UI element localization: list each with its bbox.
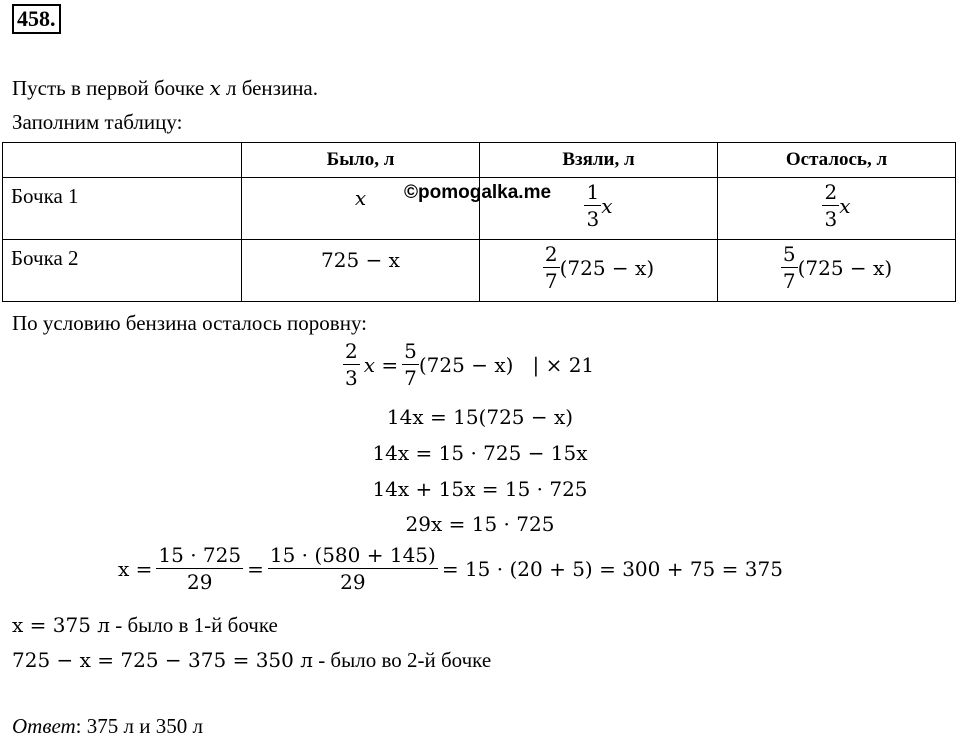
left-2-expression	[781, 240, 892, 291]
row-label-barrel-2: Бочка 2	[3, 240, 242, 302]
left-1-fraction	[822, 182, 839, 229]
watermark: ©pomogalka.me	[404, 182, 552, 203]
had-2-value: 725 − x	[321, 248, 400, 272]
equation-2: 14x = 15(725 − x)	[386, 405, 574, 429]
eq6-f2-den: 29	[340, 570, 366, 594]
took-2-tail: (725 − x)	[559, 255, 655, 280]
eq1-fraction-b	[402, 341, 419, 388]
eq6-fraction-2	[268, 545, 438, 592]
eq1-a-den: 3	[345, 366, 358, 390]
left-1-num: 2	[824, 180, 838, 204]
eq6-fraction-1	[156, 545, 243, 592]
result-2-math: 725 − x = 725 − 375 = 350 л	[12, 648, 313, 672]
eq6-f2-num: 15 · (580 + 145)	[269, 543, 436, 567]
answer-text: : 375 л и 350 л	[75, 714, 203, 738]
eq1-mid: x =	[363, 352, 399, 377]
took-2-fraction	[543, 244, 560, 291]
eq1-tail: (725 − x) | × 21	[418, 352, 595, 377]
cell-left-1	[718, 178, 956, 240]
took-2-den: 7	[544, 269, 558, 293]
cell-took-2	[480, 240, 718, 302]
intro-text-b: л бензина.	[220, 76, 319, 100]
equation-6	[118, 545, 783, 592]
left-2-tail: (725 − x)	[797, 255, 893, 280]
took-2-num: 2	[544, 242, 558, 266]
intro-variable: x	[209, 76, 221, 100]
equation-3: 14x = 15 · 725 − 15x	[372, 441, 588, 465]
row-label-barrel-1: Бочка 1	[3, 178, 242, 240]
eq6-f1-den: 29	[187, 570, 213, 594]
left-2-num: 5	[782, 242, 796, 266]
eq1-b-num: 5	[404, 339, 417, 363]
eq1-a-num: 2	[345, 339, 358, 363]
problem-number: 458.	[12, 4, 61, 34]
table-header-took: Взяли, л	[480, 143, 718, 178]
took-2-expression	[543, 240, 654, 291]
left-2-fraction	[781, 244, 798, 291]
eq6-lhs: x =	[118, 556, 153, 581]
result-1-text: - было в 1-й бочке	[110, 613, 278, 637]
took-1-den: 3	[586, 207, 600, 231]
left-1-tail: x	[839, 193, 851, 218]
table-header-had: Было, л	[242, 143, 480, 178]
result-2-text: - было во 2-й бочке	[312, 648, 492, 672]
equation-1	[343, 341, 594, 388]
had-1-value: x	[354, 186, 367, 210]
answer-label: Ответ	[12, 714, 76, 738]
result-line-1	[12, 613, 278, 638]
cell-left-2	[718, 240, 956, 302]
left-2-den: 7	[782, 269, 796, 293]
left-1-den: 3	[824, 207, 838, 231]
table-header-row	[3, 143, 956, 178]
table-row	[3, 240, 956, 302]
result-1-math: x = 375 л	[12, 613, 110, 637]
intro-text-a: Пусть в первой бочке	[12, 76, 210, 100]
took-1-tail: x	[601, 193, 613, 218]
result-line-2	[12, 648, 491, 673]
intro-line-2: Заполним таблицу:	[12, 110, 183, 134]
took-1-num: 1	[586, 180, 600, 204]
equation-4: 14x + 15x = 15 · 725	[372, 477, 588, 501]
cell-had-2	[242, 240, 480, 302]
answer-line	[12, 714, 203, 739]
took-1-expression	[584, 178, 612, 229]
intro-line-1	[12, 76, 318, 101]
eq1-fraction-a	[343, 341, 360, 388]
eq6-tail: = 15 · (20 + 5) = 300 + 75 = 375	[441, 556, 783, 581]
eq6-equals: =	[247, 556, 264, 581]
eq1-b-den: 7	[404, 366, 417, 390]
left-1-expression	[822, 178, 850, 229]
data-table	[2, 142, 956, 302]
condition-text: По условию бензина осталось поровну:	[12, 311, 368, 335]
table-header-left: Осталось, л	[718, 143, 956, 178]
equation-5: 29x = 15 · 725	[405, 512, 555, 536]
eq6-f1-num: 15 · 725	[158, 543, 242, 567]
table-header-empty	[3, 143, 242, 178]
took-1-fraction	[584, 182, 601, 229]
